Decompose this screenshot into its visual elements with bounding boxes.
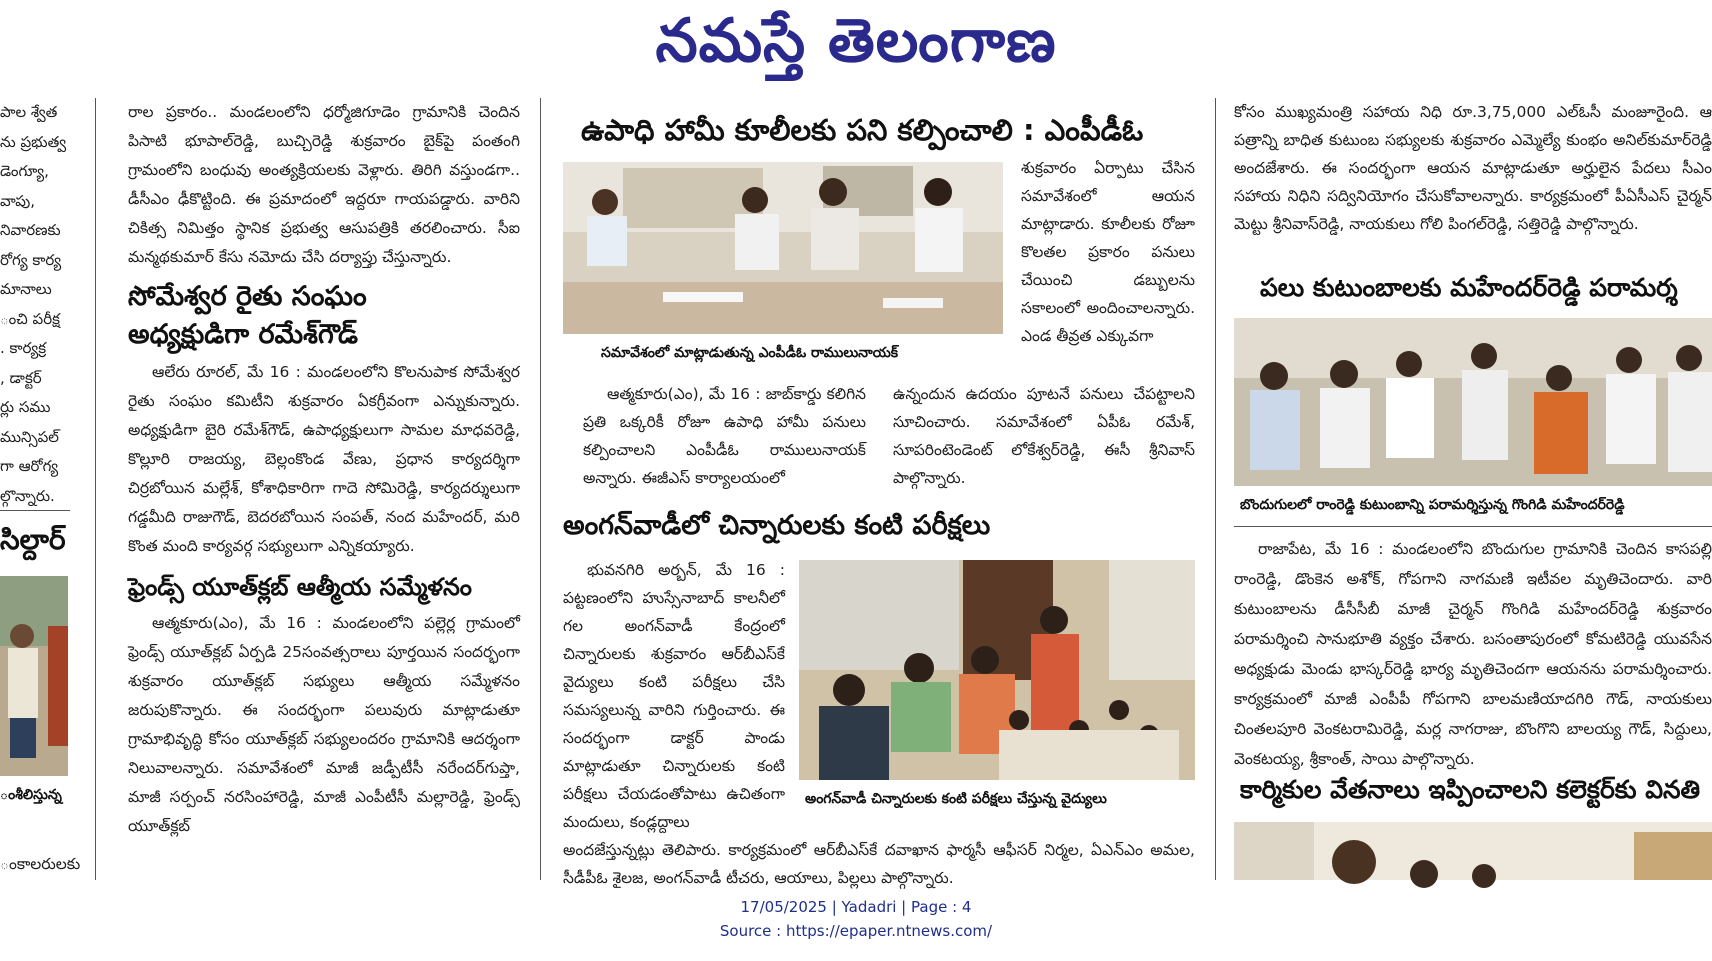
left-heading: సిల్దార్ bbox=[0, 523, 66, 556]
left-text-line: మానాలు bbox=[0, 280, 52, 298]
anganwadi-story-tail: అందజేస్తున్నట్లు తెలిపారు. కార్యక్రమంలో ఆర్‌బీఎస్‌కే దవాఖాన ఫార్మసీ ఆఫీసర్ నిర్మల, ఏఎన్‌ఎం అమల, సీడీపీఓ శైలజ, అంగన్‌వాడీ టీచరు, ఆయాలు, పిల్లలు పాల్గొన్నారు. bbox=[563, 841, 1195, 887]
condolence-photo-caption: బొందుగులలో రాంరెడ్డి కుటుంబాన్ని పరామర్శిస్తున్న గొంగిడి మహేందర్‌రెడ్డి bbox=[1240, 497, 1625, 513]
left-photo-caption: ంశీలిస్తున్న bbox=[0, 787, 62, 803]
column-4 bbox=[1234, 98, 1712, 880]
farmer-union-headline-line2: అధ్యక్షుడిగా రమేశ్‌గౌడ్ bbox=[128, 319, 358, 350]
left-text-line: ంచి పరీక్ష bbox=[0, 309, 60, 328]
left-text-line: గా ఆరోగ్య bbox=[0, 457, 59, 475]
column-3 bbox=[563, 98, 1195, 887]
column-rule bbox=[540, 98, 541, 880]
left-cropped-column bbox=[0, 98, 81, 880]
workers-wages-headline: కార్మికుల వేతనాలు ఇప్పించాలని కలెక్టర్‌కు వినతి bbox=[1240, 775, 1701, 804]
condolence-visit-photo bbox=[1234, 318, 1712, 486]
page-footer bbox=[0, 895, 1712, 943]
column-rule bbox=[1215, 98, 1216, 880]
upadhi-story-side-text: శుక్రవారం ఏర్పాటు చేసిన సమావేశంలో ఆయన మాట్లాడారు. కూలీలకు రోజూ కొలతల ప్రకారం పనులు చేయించి డబ్బులను సకాలంలో అందించాలన్నారు. ఎండ తీవ్రత ఎక్కువగా bbox=[1021, 159, 1195, 345]
workers-photo bbox=[1234, 822, 1712, 880]
left-column-text bbox=[0, 98, 70, 511]
left-text-line: ర్లు సము bbox=[0, 398, 51, 416]
left-text-line: మున్సిపల్ bbox=[0, 427, 59, 446]
story-divider bbox=[1234, 526, 1712, 527]
newspaper-title: నమస్తే తెలంగాణ bbox=[655, 6, 1057, 76]
accident-story-text: రాల ప్రకారం.. మండలంలోని ధర్మోజిగూడెం గ్రామానికి చెందిన పిసాటి భూపాల్‌రెడ్డి, బుచ్చిరెడ్డి శుక్రవారం బైక్‌పై పంతంగి గ్రామంలోని బంధువు అంత్యక్రియలకు వెళ్లారు. తిరిగి వస్తుండగా.. డీసీఎం ఢీకొట్టింది. ఈ ప్రమాదంలో ఇద్దరూ గాయపడ్డారు. వారిని చికిత్స నిమిత్తం స్థానిక ప్రభుత్వ ఆసుపత్రికి తరలించారు. సీఐ మన్మథకుమార్ కేసు నమోదు చేసి దర్యాప్తు చేస్తున్నారు. bbox=[128, 103, 520, 266]
upadhi-story-text-left: ఆత్మకూరు(ఎం), మే 16 : జాబ్‌కార్డు కలిగిన ప్రతి ఒక్కరికీ రోజూ ఉపాధి హామీ పనులు కల్పించాలని ఎంపీడీఓ రాములునాయక్ అన్నారు. ఈజీఎస్ కార్యాలయంలో bbox=[583, 385, 866, 487]
left-text-line: రోగ్య కార్య bbox=[0, 250, 62, 269]
farmer-union-story-text: ఆలేరు రూరల్, మే 16 : మండలంలోని కొలనుపాక సోమేశ్వర రైతు సంఘం కమిటీని శుక్రవారం ఏకగ్రీవంగా ఎన్నుకున్నారు. అధ్యక్షుడిగా బైరి రమేశ్‌గౌడ్, ఉపాధ్యక్షులుగా సామల మాధవరెడ్డి, కొల్లూరి రాజయ్య, బెల్లంకొండ వేణు, ప్రధాన కార్యదర్శిగా చిర్రబోయిన మల్లేశ్, కోశాధికారిగా గాదె సోమిరెడ్డి, కార్యదర్శులుగా గడ్డమీది రాజుగౌడ్, బెదరబోయిన సంపత్, నంద మహేందర్, మరి కొంత మంది కార్యవర్గ సభ్యులుగా ఎన్నికయ్యారు. bbox=[128, 363, 520, 555]
upadhi-story-text-right: ఉన్నందున ఉదయం పూటనే పనులు చేపట్టాలని సూచించారు. సమావేశంలో ఏపీఓ రమేశ్, సూపరింటెండెంట్ లోకేశ్వర్‌రెడ్డి, ఈసీ శ్రీనివాస్ పాల్గొన్నారు. bbox=[893, 385, 1195, 487]
farmers-photo bbox=[0, 576, 68, 776]
left-bottom-text: ంకాలరులకు bbox=[0, 855, 81, 873]
left-text-line: ల్గొన్నారు. bbox=[0, 486, 55, 505]
mahender-reddy-headline: పలు కుటుంబాలకు మహేందర్‌రెడ్డి పరామర్శ bbox=[1260, 273, 1678, 302]
left-text-line: డెంగ్యూ, bbox=[0, 162, 49, 180]
mpdo-photo-caption: సమావేశంలో మాట్లాడుతున్న ఎంపీడీఓ రాములునాయక్ bbox=[601, 345, 899, 361]
cmrf-story-text: కోసం ముఖ్యమంత్రి సహాయ నిధి రూ.3,75,000 ఎల్‌ఓసీ మంజూరైంది. ఆ పత్రాన్ని బాధిత కుటుంబ సభ్యులకు శుక్రవారం ఎమ్మెల్యే కుంభం అనిల్‌కుమార్‌రెడ్డి అందజేశారు. ఈ సందర్భంగా ఆయన మాట్లాడుతూ అర్హులైన పేదలు సీఎం సహాయ నిధిని సద్వినియోగం చేసుకోవాలన్నారు. కార్యక్రమంలో పీఏసీఎస్ చైర్మన్ మెట్టు శ్రీనివాస్‌రెడ్డి, నాయకులు గోలి పింగల్‌రెడ్డి, సత్తిరెడ్డి పాల్గొన్నారు. bbox=[1234, 103, 1712, 233]
masthead bbox=[0, 0, 1712, 92]
newspaper-page bbox=[0, 98, 1712, 887]
column-2 bbox=[128, 98, 520, 880]
anganwadi-eye-test-photo bbox=[799, 560, 1195, 780]
anganwadi-headline: అంగన్‌వాడీలో చిన్నారులకు కంటి పరీక్షలు bbox=[563, 510, 991, 541]
youth-club-story-text: ఆత్మకూరు(ఎం), మే 16 : మండలంలోని పల్లెర్ల గ్రామంలో ఫ్రెండ్స్ యూత్‌క్లబ్ ఏర్పడి 25సంవత్సరాలు పూర్తయిన సందర్భంగా శుక్రవారం యూత్‌క్లబ్ సభ్యులు ఆత్మీయ సమ్మేళనం జరుపుకొన్నారు. ఈ సందర్భంగా పలువురు మాట్లాడుతూ గ్రామాభివృద్ధి కోసం యూత్‌క్లబ్ సభ్యులందరం గ్రామానికి ఆదర్శంగా నిలువాలన్నారు. సమావేశంలో మాజీ జడ్పీటీసీ నరేందర్‌గుప్తా, మాజీ సర్పంచ్ నరసింహారెడ్డి, మాజీ ఎంపీటీసీ మల్లారెడ్డి, ఫ్రెండ్స్ యూత్‌క్లబ్ bbox=[128, 614, 520, 835]
left-text-line: . కార్యక్ర bbox=[0, 339, 47, 357]
column-divider bbox=[0, 510, 70, 511]
anganwadi-story-text: భువనగిరి అర్బన్, మే 16 : పట్టణంలోని హుస్సేనాబాద్ కాలనీలో గల అంగన్‌వాడీ కేంద్రంలో చిన్నారులకు శుక్రవారం ఆర్‌బీఎస్‌కే వైద్యులు కంటి పరీక్షలు చేసి సమస్యలున్న వారిని గుర్తించారు. ఈ సందర్భంగా డాక్టర్ పాండు మాట్లాడుతూ చిన్నారులకు కంటి పరీక్షలు చేయడంతోపాటు ఉచితంగా మందులు, కండ్లద్దాలు bbox=[563, 561, 785, 831]
left-text-line: ను ప్రభుత్వ bbox=[0, 132, 67, 151]
mpdo-meeting-photo bbox=[563, 162, 1003, 334]
upadhi-headline: ఉపాధి హామీ కూలీలకు పని కల్పించాలి : ఎంపీడీఓ bbox=[581, 113, 1144, 147]
farmer-union-headline-line1: సోమేశ్వర రైతు సంఘం bbox=[128, 281, 367, 312]
edition-info: 17/05/2025 | Yadadri | Page : 4 bbox=[740, 898, 972, 916]
left-text-line: , డాక్టర్ bbox=[0, 368, 42, 387]
column-rule bbox=[95, 98, 96, 880]
youth-club-headline: ఫ్రెండ్స్ యూత్‌క్లబ్ ఆత్మీయ సమ్మేళనం bbox=[128, 573, 472, 601]
left-text-line: పాల శ్వేత bbox=[0, 103, 58, 121]
condolence-story-text: రాజాపేట, మే 16 : మండలంలోని బొందుగుల గ్రామానికి చెందిన కాసపల్లి రాంరెడ్డి, డొంకెన అశోక్, గోపగాని నాగమణి ఇటీవల మృతిచెందారు. వారి కుటుంబాలను డీసీసీబీ మాజీ చైర్మన్ గొంగిడి మహేందర్‌రెడ్డి శుక్రవారం పరామర్శించి సానుభూతి వ్యక్తం చేశారు. బసంతాపురంలో కోమటిరెడ్డి యువసేన అధ్యక్షుడు మెండు భాస్కర్‌రెడ్డి భార్య మృతిచెందగా ఆయనను పరామర్శించారు. కార్యక్రమంలో మాజీ ఎంపీపీ గోపగాని బాలమణియాదగిరి గౌడ్, నాయకులు చింతలపూరి వెంకటరామిరెడ్డి, మర్ల నాగరాజు, బొంగొని బాలయ్య గౌడ్, సిద్దులు, వెంకటయ్య, శ్రీకాంత్, సాయి పాల్గొన్నారు. bbox=[1234, 540, 1712, 768]
source-link[interactable]: Source : https://epaper.ntnews.com/ bbox=[719, 922, 993, 940]
anganwadi-photo-caption: అంగన్‌వాడీ చిన్నారులకు కంటి పరీక్షలు చేస్తున్న వైద్యులు bbox=[805, 791, 1107, 807]
left-text-line: వాపు, bbox=[0, 191, 35, 210]
left-text-line: నివారణకు bbox=[0, 221, 61, 239]
